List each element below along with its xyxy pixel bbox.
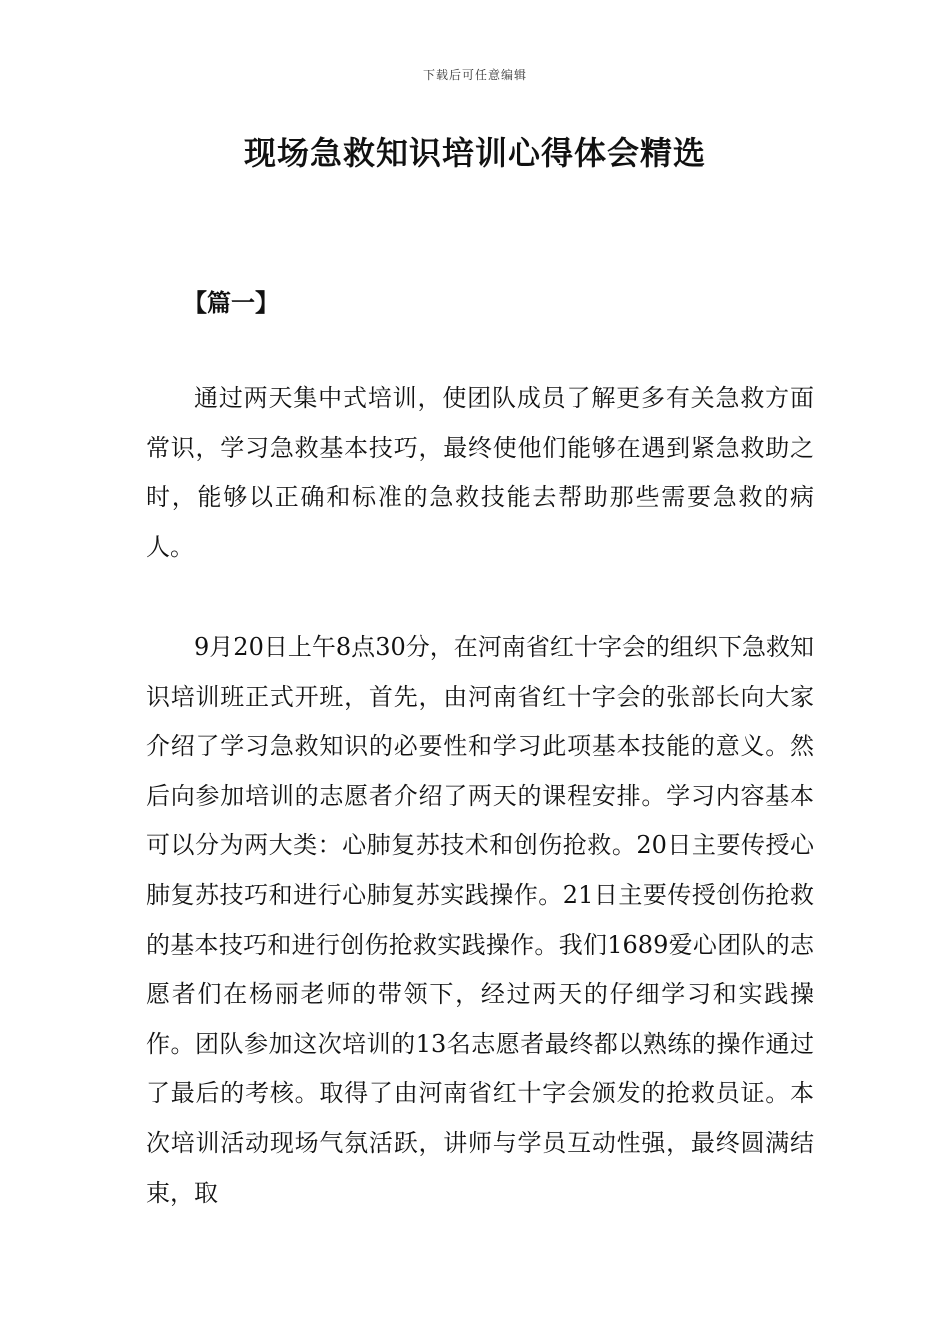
body-paragraph-1: 通过两天集中式培训，使团队成员了解更多有关急救方面常识，学习急救基本技巧，最终使他们能够在遇到紧急救助之时，能够以正确和标准的急救技能去帮助那些需要急救的病人。 — [146, 384, 814, 561]
section-heading: 【篇一】 — [183, 289, 279, 317]
body-paragraph-2: 9月20日上午8点30分，在河南省红十字会的组织下急救知识培训班正式开班，首先，由河南省红十字会的张部长向大家介绍了学习急救知识的必要性和学习此项基本技能的意义。然后向参加培训的志愿者介绍了两天的课程安排。学习内容基本可以分为两大类：心肺复苏技术和创伤抢救。20日主要传授心肺复苏技巧和进行心肺复苏实践操作。21日主要传授创伤抢救的基本技巧和进行创伤抢救实践操作。我们1689爱心团队的志愿者们在杨丽老师的带领下，经过两天的仔细学习和实践操作。团队参加这次培训的13名志愿者最终都以熟练的操作通过了最后的考核。取得了由河南省红十字会颁发的抢救员证。本次培训活动现场气氛活跃，讲师与学员互动性强，最终圆满结束，取 — [146, 633, 814, 1207]
document-title: 现场急救知识培训心得体会精选 — [243, 134, 706, 172]
header-note: 下载后可任意编辑 — [422, 68, 527, 82]
